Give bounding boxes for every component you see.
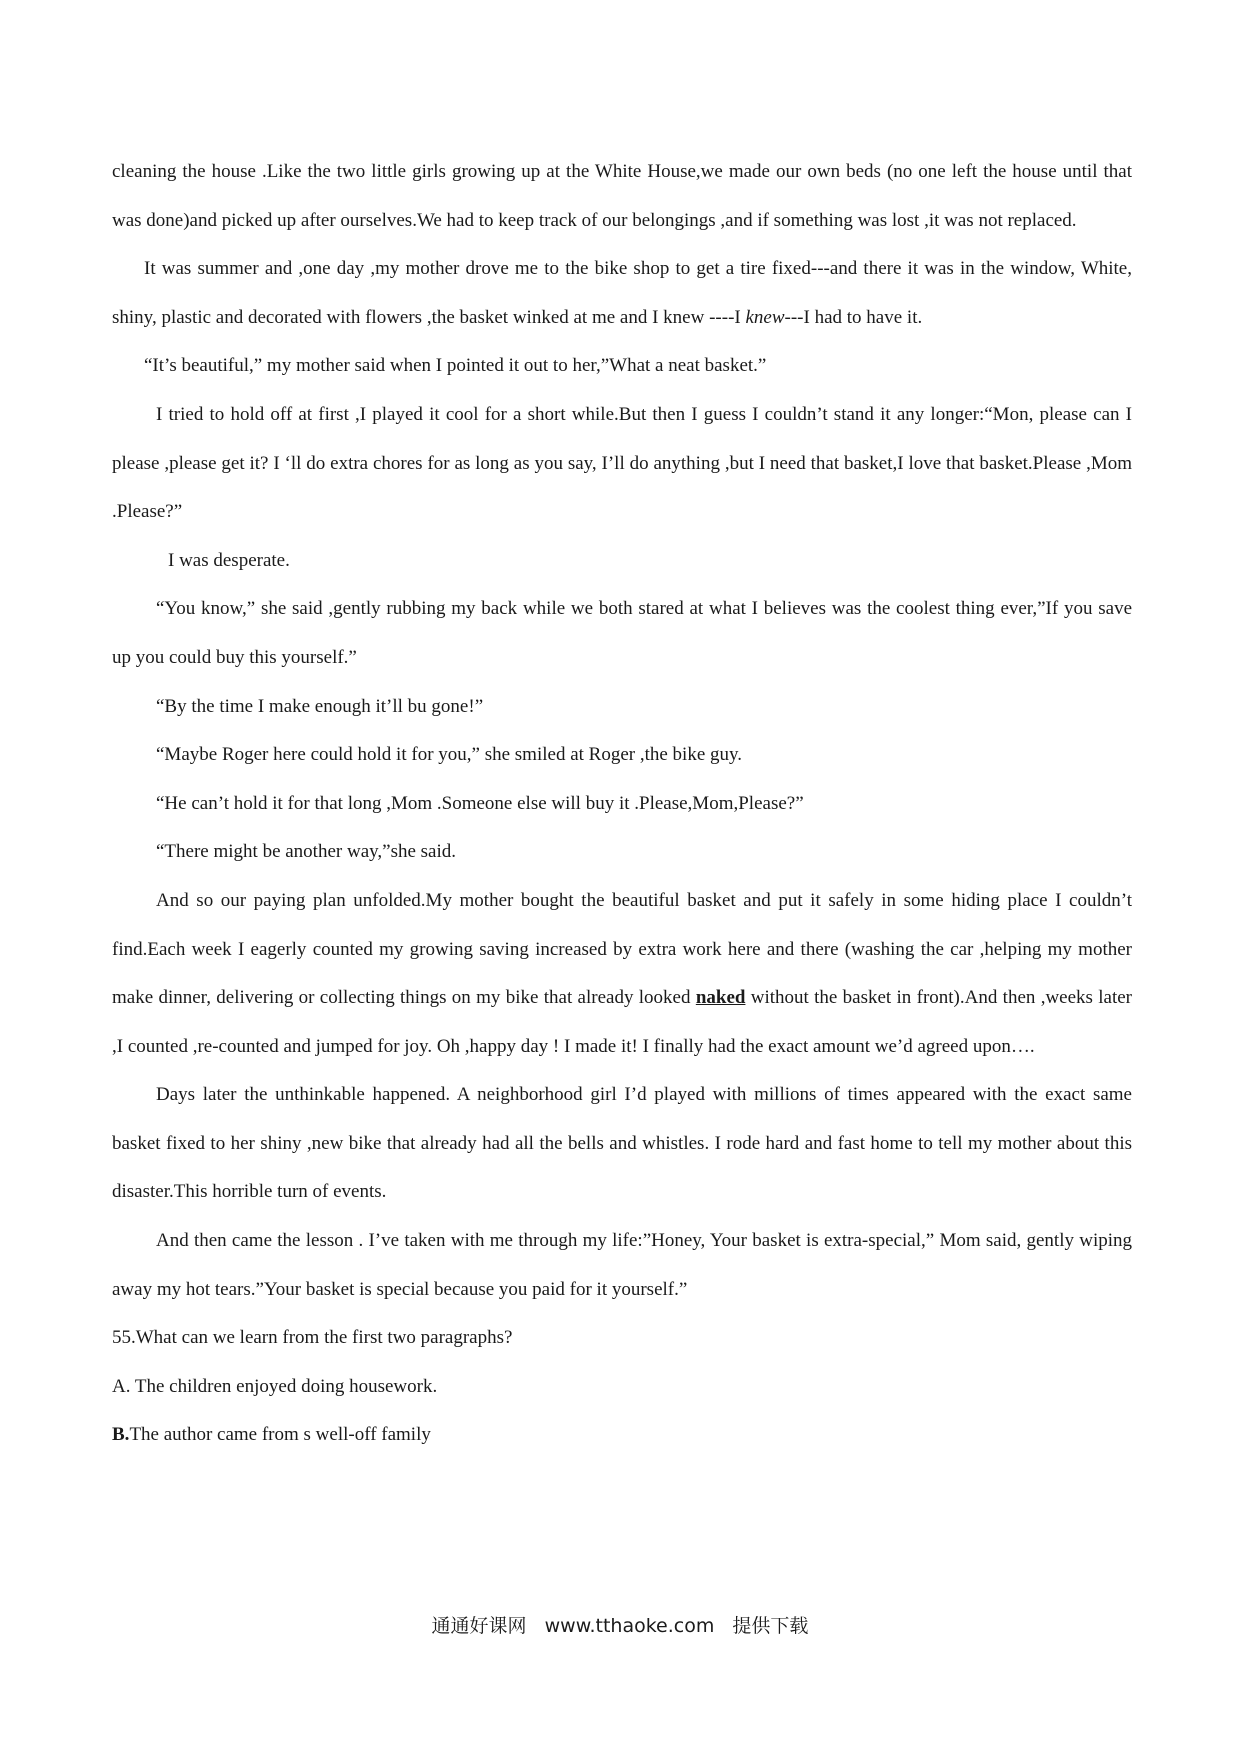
- paragraph-continued: cleaning the house .Like the two little girls growing up at the White House,we made our own beds (no one left the house until that was done)and picked up after ourselves.We had to keep track of our belongings ,and if something was lost ,it was not replaced.: [112, 161, 1132, 231]
- footer-site-name: 通通好课网: [431, 1615, 527, 1637]
- paragraph-desperate: I was desperate.: [168, 549, 290, 571]
- paragraph-by-the-time: “By the time I make enough it’ll bu gone!”: [156, 695, 484, 717]
- paragraph-text: It was summer and ,one day ,my mother drove me to the bike shop to get a tire fixed---and there it was in the window, White, shiny, plastic and decorated with flowers ,the basket winked at me and I knew ----I: [112, 258, 1132, 328]
- paragraph-text: ---I had to have it.: [784, 306, 923, 328]
- paragraph-hold-it: “He can’t hold it for that long ,Mom .Someone else will buy it .Please,Mom,Please?”: [156, 792, 804, 814]
- option-b-text: The author came from s well-off family: [129, 1424, 431, 1446]
- underlined-word-naked: naked: [695, 987, 746, 1009]
- question-stem: 55.What can we learn from the first two paragraphs?: [112, 1327, 513, 1349]
- paragraph-you-know: “You know,” she said ,gently rubbing my back while we both stared at what I believes was the coolest thing ever,”If you save up you could buy this yourself.”: [112, 598, 1132, 668]
- page-footer: [0, 1611, 1240, 1638]
- option-b-letter: B.: [112, 1424, 130, 1446]
- paragraph-unthinkable: Days later the unthinkable happened. A neighborhood girl I’d played with millions of times appeared with the exact same basket fixed to her shiny ,new bike that already had all the bells and whistles. I rode hard and fast home to tell my mother about this disaster.This horrible turn of events.: [112, 1084, 1132, 1203]
- option-a: A. The children enjoyed doing housework.: [112, 1375, 438, 1397]
- paragraph-beautiful: “It’s beautiful,” my mother said when I pointed it out to her,”What a neat basket.”: [144, 355, 767, 377]
- reading-passage: [112, 148, 1132, 1460]
- footer-suffix: 提供下载: [732, 1615, 809, 1637]
- paragraph-text: And so our paying plan unfolded.My mother bought the beautiful basket and put it safely in some hiding place I couldn’t find.Each week I eagerly counted my growing saving increased by extra work here and there (washing the car ,helping my mother make dinner, delivering or collecting things on my bike that already looked: [112, 889, 1132, 1009]
- paragraph-hold-off: I tried to hold off at first ,I played it cool for a short while.But then I guess I couldn’t stand it any longer:“Mon, please can I please ,please get it? I ‘ll do extra chores for as long as you say, I’ll do anything ,but I need that basket,I love that basket.Please ,Mom .Please?”: [112, 403, 1132, 523]
- paragraph-text: without the basket in front).And then ,weeks later ,I counted ,re-counted and jumped for joy. Oh ,happy day ! I made it! I finally had the exact amount we’d agreed upon….: [112, 987, 1133, 1057]
- paragraph-another-way: “There might be another way,”she said.: [156, 841, 457, 863]
- footer-url: www.tthaoke.com: [544, 1615, 715, 1637]
- paragraph-lesson: And then came the lesson . I’ve taken with me through my life:”Honey, Your basket is extra-special,” Mom said, gently wiping away my hot tears.”Your basket is special because you paid for it yourself.”: [112, 1230, 1132, 1300]
- paragraph-paying-plan: [112, 877, 1132, 1071]
- paragraph-bike-shop: [112, 245, 1132, 342]
- option-b: [112, 1411, 1132, 1460]
- paragraph-roger: “Maybe Roger here could hold it for you,” she smiled at Roger ,the bike guy.: [156, 744, 743, 766]
- emphasis-knew: knew: [745, 306, 785, 328]
